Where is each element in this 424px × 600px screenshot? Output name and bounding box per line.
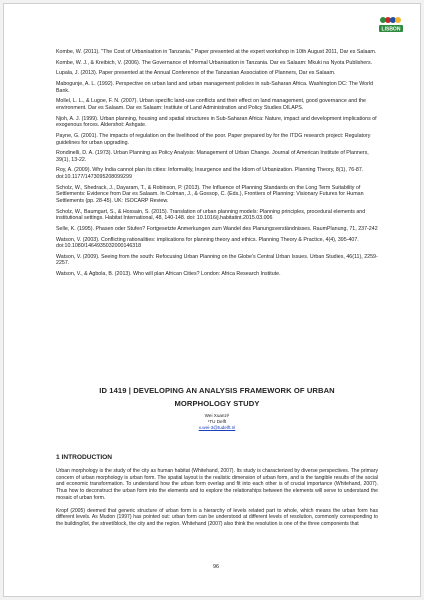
reference-entry: Watson, V. (2003). Conflicting rationalities: implications for planning theory and ethics. Planning Theory & Practice, 4(4), 395-407. doi:10.1080/1464935032000146318	[56, 236, 359, 250]
paper-header	[56, 385, 378, 431]
document-page	[3, 3, 421, 597]
reference-entry: Lupala, J. (2013). Paper presented at the Annual Conference of the Tanzanian Association of Planners, Dar es Salaam.	[56, 70, 336, 77]
reference-entry: Njoh, A. J. (1999). Urban planning, housing and spatial structures in Sub-Saharan Africa: Nature, impact and development implications of exogenous forces. Aldershot: Ashgate.	[56, 115, 377, 129]
paper-title-line-1: ID 1419 | DEVELOPING AN ANALYSIS FRAMEWORK OF URBAN	[99, 386, 335, 395]
reference-entry: Mollel, L. L., & Lugoe, F. N. (2007). Urban specific land-use conflicts and their effect on land management, good governance and the environment. Dar es Salaam. Dar es Salaam: Institute of Land Administration and Policy Studies DILAPS.	[56, 98, 366, 111]
logo-text: LISBON	[381, 26, 401, 33]
reference-entry: Payne, G. (2001). The impacts of regulation on the livelihood of the poor. Paper prepared by for the ITDG research project: Regulatory guidelines for urban upgrading.	[56, 132, 371, 146]
reference-entry: Watson, V., & Agbola, B. (2013). Who will plan African Cities? London: Africa Research Institute.	[56, 271, 281, 278]
paragraph: Urban morphology is the study of the city as human habitat (Whitehand, 2007). Its study is characterized by diverse perspectives. The primary concern of urban morphology is urban form. The spatial layout is the realistic dimension of urban form, and is the tangible results of the social and economic transformation. To understand how the urban form overlap and fit into each other is of crucial importance (Whitehand, 2007). Thus how to deconstruct the urban form into the elements and to explore the relationships between the elements will serve to understand the mosaic of urban form.	[56, 468, 378, 501]
paragraph: Kropf (2005) deemed that generic structure of urban form is a hierarchy of levels related part to whole, which means the urban form has different levels. As Mudon (1997) has pointed out: urban form can be understood at different levels of resolution, commonly corresponding to the building/lot, the street/block, the city and the region. Whitehand (2007) also think the resolution is one of the three components that	[56, 507, 378, 527]
reference-entry: Kombe, W. J., & Kreibich, V. (2006). The Governance of Informal Urbanisation in Tanzania. Dar es Salaam: Mkuki na Nyota Publishers.	[56, 59, 373, 66]
author-affiliation: ¹TU Delft	[207, 419, 227, 424]
reference-entry: Scholz, W., Shedrack, J., Dayaram, T., & Robinson, P. (2013). The Influence of Planning Standards on the Long Term Suitability of Settlements: Evidence from Dar es Salaam. In Colman, J., & Gossop, C. (Eds.), Frontiers of Planning: Visionary Futures for Human Settlements (pp. 28-45). UK: ISOCARP Review.	[56, 184, 364, 204]
conference-logo	[376, 15, 406, 35]
reference-entry: Roy, A. (2009). Why India cannot plan its cities: Informality, Insurgence and the Idiom of Urbanization. Planning Theory, 8(1), 76-87. doi:10.1177/1473095208099299	[56, 167, 364, 181]
section-body	[56, 468, 378, 534]
reference-entry: Selle, K. (1995). Phasen oder Stufen? Fortgesetzte Anmerkungen zum Wandel des Planungsverständnisses. RaumPlanung, 71, 237-242	[56, 225, 378, 232]
author-name: Wei Xuanzi¹	[204, 413, 230, 418]
author-email-link[interactable]: x.wei-3@tudelft.nl	[198, 425, 236, 430]
page-number: 96	[212, 564, 220, 570]
reference-entry: Kombe, W. (2011). "The Cost of Urbanisation in Tanzania." Paper presented at the expert workshop in 10th August 2011, Dar es Salaam.	[56, 49, 377, 55]
paper-title-line-2: MORPHOLOGY STUDY	[174, 398, 260, 408]
section-heading: 1 INTRODUCTION	[56, 454, 113, 461]
reference-entry: Mabogunje, A. L. (1992). Perspective on urban land and urban management policies in sub-Saharan Africa. Washington DC: The World Bank.	[56, 81, 374, 94]
conference-logo-icon	[376, 15, 406, 35]
reference-list	[56, 49, 378, 282]
reference-entry: Watson, V. (2009). Seeing from the south: Refocusing Urban Planning on the Globe's Central Urban Issues. Urban Studies, 46(11), 2259-2257.	[56, 253, 378, 267]
reference-entry: Rondinelli, D. A. (1973). Urban Planning as Policy Analysis: Management of Urban Change. Journal of American Institute of Planners, 39(1), 13-22.	[56, 150, 369, 163]
reference-entry: Scholz, W., Baumgart, S., & Hossain, S. (2015). Translation of urban planning models: Planning principles, procedural elements and institutional settings. Habitat International, 48, 140-148. doi: 10.1016/j.habitatint.2015.03.006	[56, 208, 366, 222]
